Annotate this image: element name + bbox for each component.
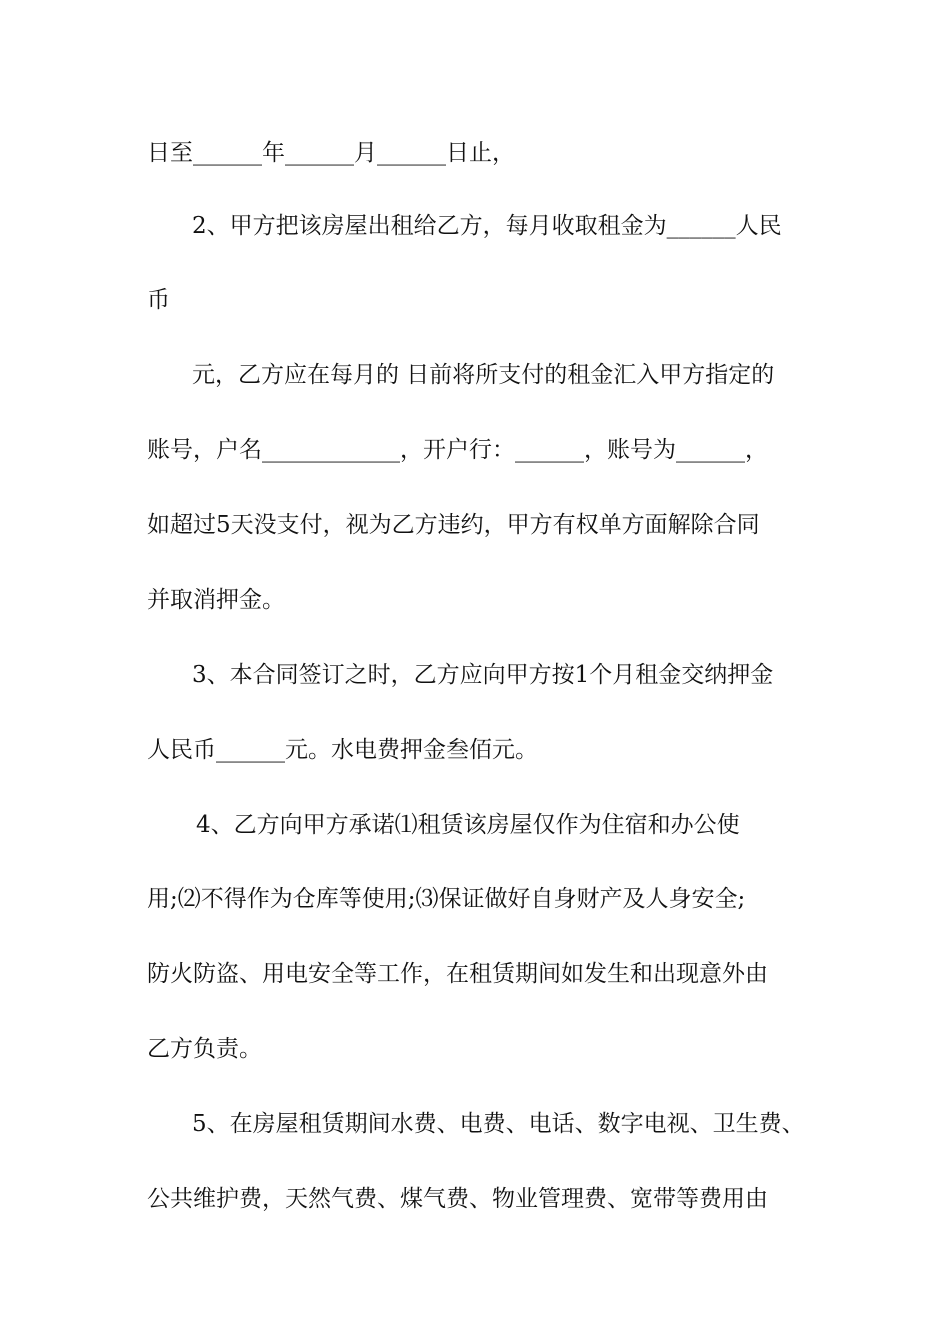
text-line-13: 乙方负责。 xyxy=(147,1036,262,1062)
text-line-11: 用;⑵不得作为仓库等使用;⑶保证做好自身财产及人身安全; xyxy=(147,886,746,912)
text-line-5: 账号，户名____________，开户行：______，账号为______， xyxy=(147,437,768,463)
text-line-14: 5、在房屋租赁期间水费、电费、电话、数字电视、卫生费、 xyxy=(192,1111,805,1137)
text-line-1: 日至______年______月______日止， xyxy=(147,140,515,166)
text-line-3: 币 xyxy=(147,287,170,313)
text-line-7: 并取消押金。 xyxy=(147,587,285,613)
text-line-2: 2、甲方把该房屋出租给乙方，每月收取租金为______人民 xyxy=(192,213,782,239)
text-line-15: 公共维护费，天然气费、煤气费、物业管理费、宽带等费用由 xyxy=(147,1186,768,1212)
text-line-4: 元，乙方应在每月的 日前将所支付的租金汇入甲方指定的 xyxy=(192,362,775,388)
text-line-12: 防火防盗、用电安全等工作，在租赁期间如发生和出现意外由 xyxy=(147,961,768,987)
text-line-9: 人民币______元。水电费押金叁佰元。 xyxy=(147,737,538,763)
text-line-10: 4、乙方向甲方承诺⑴租赁该房屋仅作为住宿和办公使 xyxy=(196,812,740,838)
text-line-6: 如超过5天没支付，视为乙方违约，甲方有权单方面解除合同 xyxy=(147,512,760,538)
text-line-8: 3、本合同签订之时，乙方应向甲方按1个月租金交纳押金 xyxy=(192,662,774,688)
